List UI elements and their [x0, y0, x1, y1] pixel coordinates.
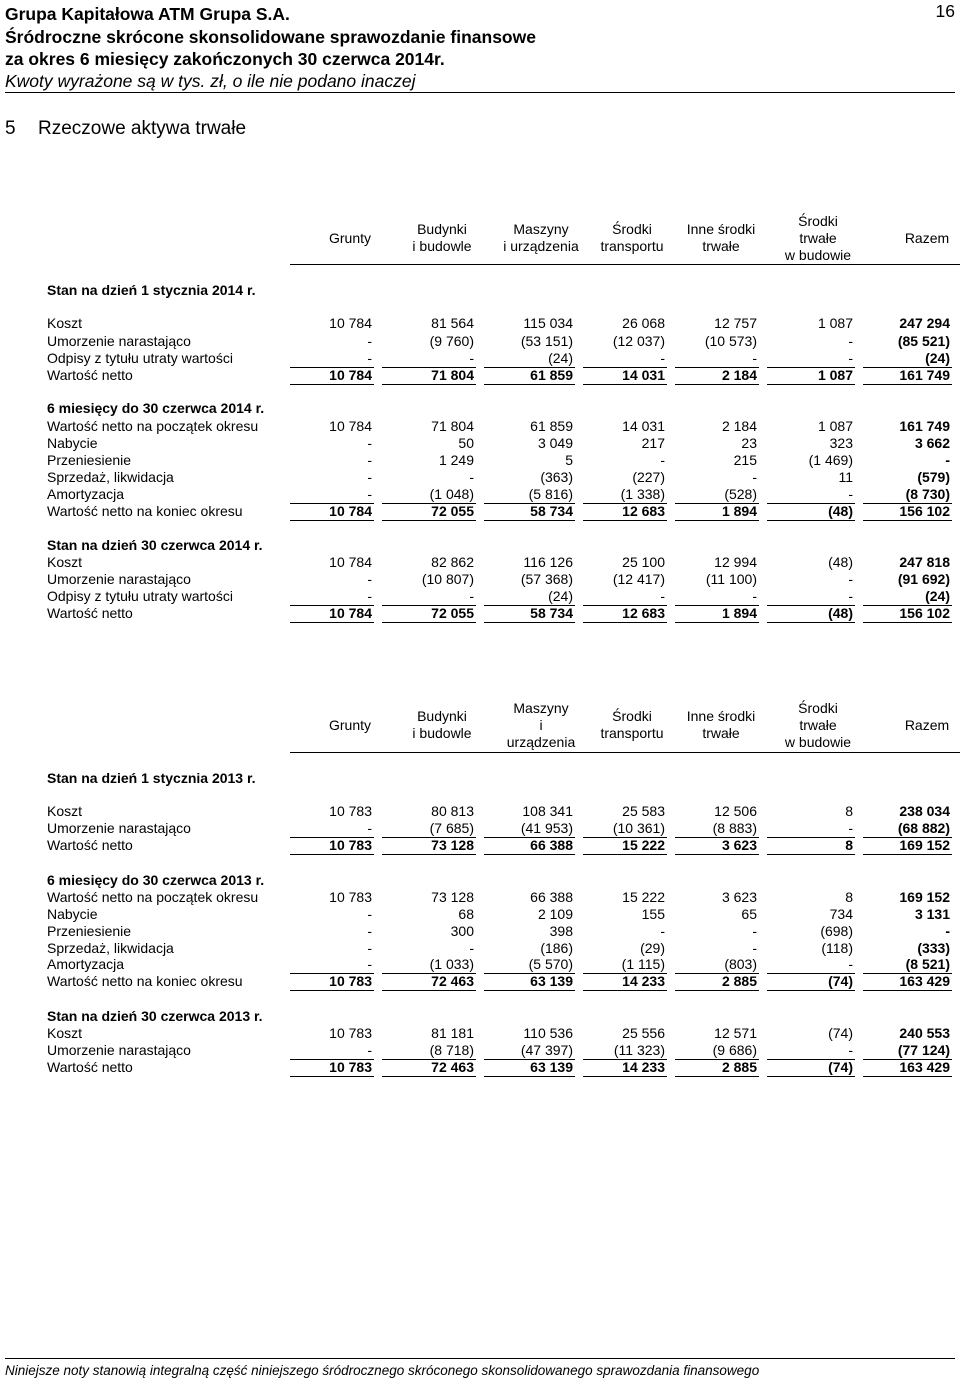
- column-header-line: Maszyny: [513, 699, 569, 716]
- cell-value: (24): [548, 350, 573, 366]
- cell-value: (24): [925, 350, 950, 366]
- company-name: Grupa Kapitałowa ATM Grupa S.A.: [5, 4, 290, 24]
- cell-value: 1 894: [721, 503, 757, 519]
- cell-value: -: [367, 486, 372, 502]
- cell-value: (41 953): [520, 820, 573, 836]
- cell-value: 734: [829, 906, 853, 922]
- column-header-line: i budowle: [412, 238, 472, 254]
- cell-value: -: [367, 820, 372, 836]
- row-label: Koszt: [47, 554, 83, 570]
- cell-value: 23: [741, 435, 757, 451]
- cell-underline: [484, 854, 575, 855]
- cell-value: 80 813: [431, 803, 474, 819]
- cell-underline: [675, 1076, 759, 1077]
- row-label: Wartość netto: [47, 837, 133, 853]
- cell-value: 63 139: [530, 1059, 573, 1075]
- cell-value: 3 623: [721, 837, 757, 853]
- cell-value: 12 506: [714, 803, 757, 819]
- cell-value: -: [848, 588, 853, 604]
- cell-underline: [290, 384, 374, 385]
- cell-value: 300: [450, 923, 474, 939]
- column-header-line: Środki: [612, 708, 652, 724]
- cell-value: 8: [845, 837, 853, 853]
- cell-value: 72 463: [431, 1059, 474, 1075]
- cell-underline: [382, 622, 476, 623]
- report-title: Śródroczne skrócone skonsolidowane sprawozdanie finansowe: [5, 27, 536, 47]
- cell-value: (24): [925, 588, 950, 604]
- column-header-line: urządzenia: [506, 733, 576, 750]
- cell-value: -: [752, 350, 757, 366]
- cell-underline: [382, 990, 476, 991]
- cell-value: 115 034: [523, 315, 573, 331]
- cell-value: 14 233: [622, 1059, 665, 1075]
- cell-value: (118): [821, 940, 853, 956]
- row-label: Przeniesienie: [47, 923, 132, 939]
- cell-value: 14 031: [622, 418, 665, 434]
- column-header-line: i urządzenia: [503, 238, 579, 254]
- cell-value: (579): [917, 469, 950, 485]
- cell-value: 2 885: [721, 1059, 757, 1075]
- cell-value: 169 152: [899, 837, 950, 853]
- cell-underline: [863, 384, 952, 385]
- cell-value: (227): [632, 469, 665, 485]
- column-header-line: Środki: [798, 699, 838, 716]
- cell-value: -: [367, 469, 372, 485]
- row-label: Umorzenie narastająco: [47, 571, 191, 587]
- cell-underline: [484, 1076, 575, 1077]
- cell-value: 65: [741, 906, 757, 922]
- cell-value: (8 718): [429, 1042, 474, 1058]
- cell-value: -: [367, 571, 372, 587]
- header-rule: [290, 752, 960, 753]
- column-header-line: Grunty: [328, 229, 371, 246]
- cell-value: (5 816): [528, 486, 573, 502]
- cell-value: (8 883): [712, 820, 757, 836]
- cell-value: -: [848, 571, 853, 587]
- cell-value: (5 570): [528, 956, 573, 972]
- cell-value: 15 222: [622, 889, 665, 905]
- cell-value: 240 553: [899, 1025, 950, 1041]
- cell-value: (12 037): [612, 333, 665, 349]
- cell-value: (333): [917, 940, 950, 956]
- cell-value: 10 784: [329, 315, 372, 331]
- cell-underline: [484, 622, 575, 623]
- cell-value: 247 294: [899, 315, 950, 331]
- cell-value: (74): [828, 973, 853, 989]
- cell-underline: [583, 854, 667, 855]
- cell-value: -: [367, 435, 372, 451]
- cell-value: 12 683: [622, 503, 665, 519]
- row-label: Umorzenie narastająco: [47, 1042, 191, 1058]
- cell-value: -: [945, 923, 950, 939]
- cell-underline: [484, 384, 575, 385]
- cell-value: (1 469): [808, 452, 853, 468]
- cell-value: 8: [845, 889, 853, 905]
- cell-value: (10 807): [421, 571, 474, 587]
- cell-value: 15 222: [622, 837, 665, 853]
- cell-value: -: [752, 588, 757, 604]
- cell-value: 10 783: [329, 889, 372, 905]
- cell-value: (12 417): [612, 571, 665, 587]
- cell-underline: [382, 1076, 476, 1077]
- cell-value: 2 184: [721, 367, 757, 383]
- cell-value: (1 338): [620, 486, 665, 502]
- cell-value: -: [469, 469, 474, 485]
- cell-value: (9 686): [712, 1042, 757, 1058]
- row-label: Umorzenie narastająco: [47, 333, 191, 349]
- cell-value: 25 100: [622, 554, 665, 570]
- cell-value: -: [367, 923, 372, 939]
- column-header-line: i: [539, 716, 543, 733]
- cell-value: 3 662: [914, 435, 950, 451]
- cell-underline: [675, 384, 759, 385]
- cell-underline: [767, 854, 855, 855]
- cell-value: 398: [549, 923, 573, 939]
- cell-value: 116 126: [523, 554, 573, 570]
- cell-value: -: [848, 333, 853, 349]
- row-label: Koszt: [47, 315, 83, 331]
- row-label: Wartość netto: [47, 367, 133, 383]
- cell-value: 155: [641, 906, 665, 922]
- cell-value: 72 463: [431, 973, 474, 989]
- page-footer: [5, 1358, 955, 1385]
- cell-value: 10 784: [329, 503, 372, 519]
- cell-value: 10 783: [329, 803, 372, 819]
- section-number: 5: [5, 118, 16, 139]
- cell-value: 10 784: [329, 367, 372, 383]
- cell-value: -: [660, 452, 665, 468]
- report-period: za okres 6 miesięcy zakończonych 30 czerwca 2014r.: [5, 49, 445, 69]
- cell-value: (24): [548, 588, 573, 604]
- row-label: Amortyzacja: [47, 486, 125, 502]
- cell-value: -: [367, 333, 372, 349]
- cell-value: (9 760): [429, 333, 474, 349]
- column-header-line: trwałe: [702, 725, 740, 741]
- cell-value: -: [367, 1042, 372, 1058]
- column-header-line: Grunty: [328, 716, 371, 733]
- header-rule: [290, 264, 960, 265]
- cell-value: 10 784: [329, 605, 372, 621]
- cell-value: (11 323): [613, 1042, 665, 1058]
- cell-value: (74): [828, 1059, 853, 1075]
- cell-underline: [767, 622, 855, 623]
- cell-value: (48): [828, 503, 853, 519]
- row-label: Nabycie: [47, 435, 98, 451]
- cell-value: (528): [724, 486, 757, 502]
- cell-value: (47 397): [520, 1042, 573, 1058]
- cell-value: -: [848, 820, 853, 836]
- cell-value: -: [367, 956, 372, 972]
- cell-underline: [675, 990, 759, 991]
- column-header: [758, 700, 878, 751]
- cell-underline: [290, 990, 374, 991]
- cell-value: 163 429: [899, 1059, 950, 1075]
- cell-value: 12 994: [714, 554, 757, 570]
- cell-value: 2 109: [537, 906, 573, 922]
- cell-value: -: [469, 940, 474, 956]
- row-label: Koszt: [47, 1025, 83, 1041]
- row-label: Sprzedaż, likwidacja: [47, 469, 174, 485]
- cell-value: 161 749: [899, 367, 950, 383]
- cell-underline: [863, 622, 952, 623]
- column-header-line: transportu: [600, 238, 664, 254]
- row-label: Wartość netto na koniec okresu: [47, 503, 243, 519]
- cell-underline: [484, 520, 575, 521]
- row-label: Wartość netto na koniec okresu: [47, 973, 243, 989]
- column-header-line: Maszyny: [513, 221, 569, 237]
- cell-value: 14 031: [622, 367, 665, 383]
- column-header-line: Środki: [612, 221, 652, 237]
- row-label: Nabycie: [47, 906, 98, 922]
- cell-value: 68: [458, 906, 474, 922]
- cell-value: 3 049: [537, 435, 573, 451]
- cell-value: (48): [828, 605, 853, 621]
- row-label: Wartość netto: [47, 605, 133, 621]
- page-number: 16: [935, 1, 955, 21]
- cell-value: 14 233: [622, 973, 665, 989]
- column-header: [867, 717, 960, 734]
- cell-value: 50: [458, 435, 474, 451]
- cell-value: 81 564: [431, 315, 474, 331]
- row-label: Wartość netto na początek okresu: [47, 889, 259, 905]
- cell-value: 1 249: [438, 452, 474, 468]
- cell-value: -: [660, 350, 665, 366]
- cell-value: 73 128: [431, 837, 474, 853]
- cell-value: 61 859: [530, 418, 573, 434]
- row-label: Przeniesienie: [47, 452, 132, 468]
- column-header-line: i budowle: [412, 725, 472, 741]
- section-title: Rzeczowe aktywa trwałe: [38, 118, 247, 139]
- cell-underline: [290, 622, 374, 623]
- cell-value: 1 087: [817, 315, 853, 331]
- cell-value: (10 361): [612, 820, 665, 836]
- cell-value: -: [752, 923, 757, 939]
- cell-underline: [382, 520, 476, 521]
- cell-value: 25 583: [622, 803, 665, 819]
- group-title: Stan na dzień 1 stycznia 2014 r.: [47, 282, 256, 298]
- cell-value: 10 783: [329, 1059, 372, 1075]
- cell-value: (74): [828, 1025, 853, 1041]
- cell-value: -: [367, 588, 372, 604]
- group-title: Stan na dzień 30 czerwca 2014 r.: [47, 537, 263, 553]
- cell-value: 10 783: [329, 1025, 372, 1041]
- cell-value: (91 692): [897, 571, 950, 587]
- cell-value: 63 139: [530, 973, 573, 989]
- cell-value: (77 124): [897, 1042, 950, 1058]
- cell-underline: [767, 520, 855, 521]
- column-header: [758, 213, 878, 264]
- cell-value: 163 429: [899, 973, 950, 989]
- cell-underline: [583, 384, 667, 385]
- cell-value: 110 536: [523, 1025, 573, 1041]
- cell-value: -: [469, 350, 474, 366]
- cell-underline: [583, 520, 667, 521]
- cell-value: 10 784: [329, 554, 372, 570]
- cell-value: 82 862: [431, 554, 474, 570]
- cell-value: 161 749: [899, 418, 950, 434]
- cell-value: (10 573): [704, 333, 757, 349]
- cell-value: 1 894: [721, 605, 757, 621]
- cell-value: -: [367, 452, 372, 468]
- cell-value: 3 623: [721, 889, 757, 905]
- row-label: Amortyzacja: [47, 956, 125, 972]
- cell-value: 72 055: [431, 605, 474, 621]
- cell-value: 66 388: [530, 889, 573, 905]
- group-title: Stan na dzień 30 czerwca 2013 r.: [47, 1008, 263, 1024]
- cell-value: 72 055: [431, 503, 474, 519]
- cell-underline: [675, 520, 759, 521]
- cell-value: 58 734: [530, 503, 573, 519]
- cell-value: (29): [640, 940, 665, 956]
- page-header: [5, 0, 955, 93]
- cell-value: -: [848, 486, 853, 502]
- cell-underline: [290, 854, 374, 855]
- cell-value: (698): [820, 923, 853, 939]
- cell-value: 8: [845, 803, 853, 819]
- cell-underline: [583, 622, 667, 623]
- footer-note: Niniejsze noty stanowią integralną część niniejszego śródrocznego skróconego skonsolidowanego sprawozdania finansowego: [5, 1363, 760, 1378]
- cell-value: 11: [838, 469, 853, 485]
- cell-value: 247 818: [899, 554, 950, 570]
- cell-value: (85 521): [897, 333, 950, 349]
- cell-underline: [382, 384, 476, 385]
- cell-value: -: [367, 906, 372, 922]
- row-label: Odpisy z tytułu utraty wartości: [47, 588, 233, 604]
- cell-value: 10 783: [329, 837, 372, 853]
- row-label: Wartość netto na początek okresu: [47, 418, 259, 434]
- cell-value: 12 683: [622, 605, 665, 621]
- cell-underline: [583, 990, 667, 991]
- cell-value: (1 033): [429, 956, 474, 972]
- cell-underline: [484, 990, 575, 991]
- column-header-line: Inne środki: [686, 708, 756, 724]
- column-header-line: Środki: [798, 212, 838, 229]
- cell-value: 1 087: [817, 367, 853, 383]
- column-header-line: Razem: [904, 229, 950, 246]
- column-header-line: w budowie: [784, 733, 852, 750]
- cell-value: (1 048): [429, 486, 474, 502]
- column-header-line: Budynki: [417, 221, 467, 237]
- cell-value: (7 685): [429, 820, 474, 836]
- column-header: [867, 230, 960, 247]
- cell-underline: [767, 1076, 855, 1077]
- cell-value: 156 102: [899, 503, 950, 519]
- cell-value: -: [848, 956, 853, 972]
- row-label: Umorzenie narastająco: [47, 820, 191, 836]
- cell-value: -: [367, 350, 372, 366]
- cell-value: 61 859: [530, 367, 573, 383]
- cell-value: 2 885: [721, 973, 757, 989]
- cell-value: (1 115): [621, 956, 665, 972]
- cell-value: 2 184: [721, 418, 757, 434]
- cell-value: (186): [540, 940, 573, 956]
- cell-underline: [382, 854, 476, 855]
- cell-value: 66 388: [530, 837, 573, 853]
- cell-underline: [863, 520, 952, 521]
- cell-underline: [675, 622, 759, 623]
- cell-value: (53 151): [520, 333, 573, 349]
- cell-value: 10 784: [329, 418, 372, 434]
- cell-value: -: [945, 452, 950, 468]
- cell-value: (8 730): [905, 486, 950, 502]
- cell-value: 71 804: [431, 367, 474, 383]
- column-header-line: Razem: [904, 716, 950, 733]
- units-note: Kwoty wyrażone są w tys. zł, o ile nie podano inaczej: [5, 71, 416, 91]
- cell-value: 10 783: [329, 973, 372, 989]
- cell-underline: [290, 520, 374, 521]
- row-label: Sprzedaż, likwidacja: [47, 940, 174, 956]
- cell-value: 108 341: [522, 803, 573, 819]
- cell-value: -: [660, 588, 665, 604]
- cell-value: 156 102: [899, 605, 950, 621]
- cell-underline: [675, 854, 759, 855]
- column-header-line: trwałe: [702, 238, 740, 254]
- cell-value: 238 034: [899, 803, 950, 819]
- cell-value: 81 181: [431, 1025, 474, 1041]
- cell-value: (57 368): [520, 571, 573, 587]
- cell-value: -: [752, 469, 757, 485]
- cell-value: 3 131: [914, 906, 950, 922]
- cell-underline: [767, 384, 855, 385]
- cell-value: -: [469, 588, 474, 604]
- cell-value: (803): [724, 956, 757, 972]
- cell-value: 26 068: [622, 315, 665, 331]
- cell-value: (48): [828, 554, 853, 570]
- cell-value: 58 734: [530, 605, 573, 621]
- column-header-line: trwałe: [799, 716, 837, 733]
- cell-value: -: [752, 940, 757, 956]
- column-header-line: trwałe: [799, 229, 837, 246]
- cell-value: 12 571: [714, 1025, 757, 1041]
- cell-value: -: [848, 350, 853, 366]
- column-header-line: Budynki: [417, 708, 467, 724]
- cell-value: 71 804: [431, 418, 474, 434]
- cell-value: 5: [565, 452, 573, 468]
- cell-underline: [290, 1076, 374, 1077]
- cell-underline: [583, 1076, 667, 1077]
- cell-value: (363): [540, 469, 573, 485]
- cell-underline: [863, 854, 952, 855]
- cell-underline: [863, 1076, 952, 1077]
- cell-underline: [863, 990, 952, 991]
- group-title: 6 miesięcy do 30 czerwca 2013 r.: [47, 872, 265, 888]
- cell-value: (11 100): [705, 571, 757, 587]
- cell-value: 25 556: [622, 1025, 665, 1041]
- cell-value: (8 521): [905, 956, 950, 972]
- cell-value: -: [848, 1042, 853, 1058]
- cell-value: 323: [829, 435, 853, 451]
- column-header-line: transportu: [600, 725, 664, 741]
- row-label: Wartość netto: [47, 1059, 133, 1075]
- cell-value: 12 757: [714, 315, 757, 331]
- column-header-line: w budowie: [784, 246, 852, 263]
- cell-value: 73 128: [431, 889, 474, 905]
- row-label: Koszt: [47, 803, 83, 819]
- cell-underline: [767, 990, 855, 991]
- column-header-line: Inne środki: [686, 221, 756, 237]
- group-title: Stan na dzień 1 stycznia 2013 r.: [47, 770, 256, 786]
- cell-value: 217: [641, 435, 665, 451]
- cell-value: 169 152: [899, 889, 950, 905]
- cell-value: (68 882): [897, 820, 950, 836]
- row-label: Odpisy z tytułu utraty wartości: [47, 350, 233, 366]
- cell-value: -: [367, 940, 372, 956]
- group-title: 6 miesięcy do 30 czerwca 2014 r.: [47, 400, 265, 416]
- cell-value: 1 087: [817, 418, 853, 434]
- cell-value: -: [660, 923, 665, 939]
- cell-value: 215: [733, 452, 757, 468]
